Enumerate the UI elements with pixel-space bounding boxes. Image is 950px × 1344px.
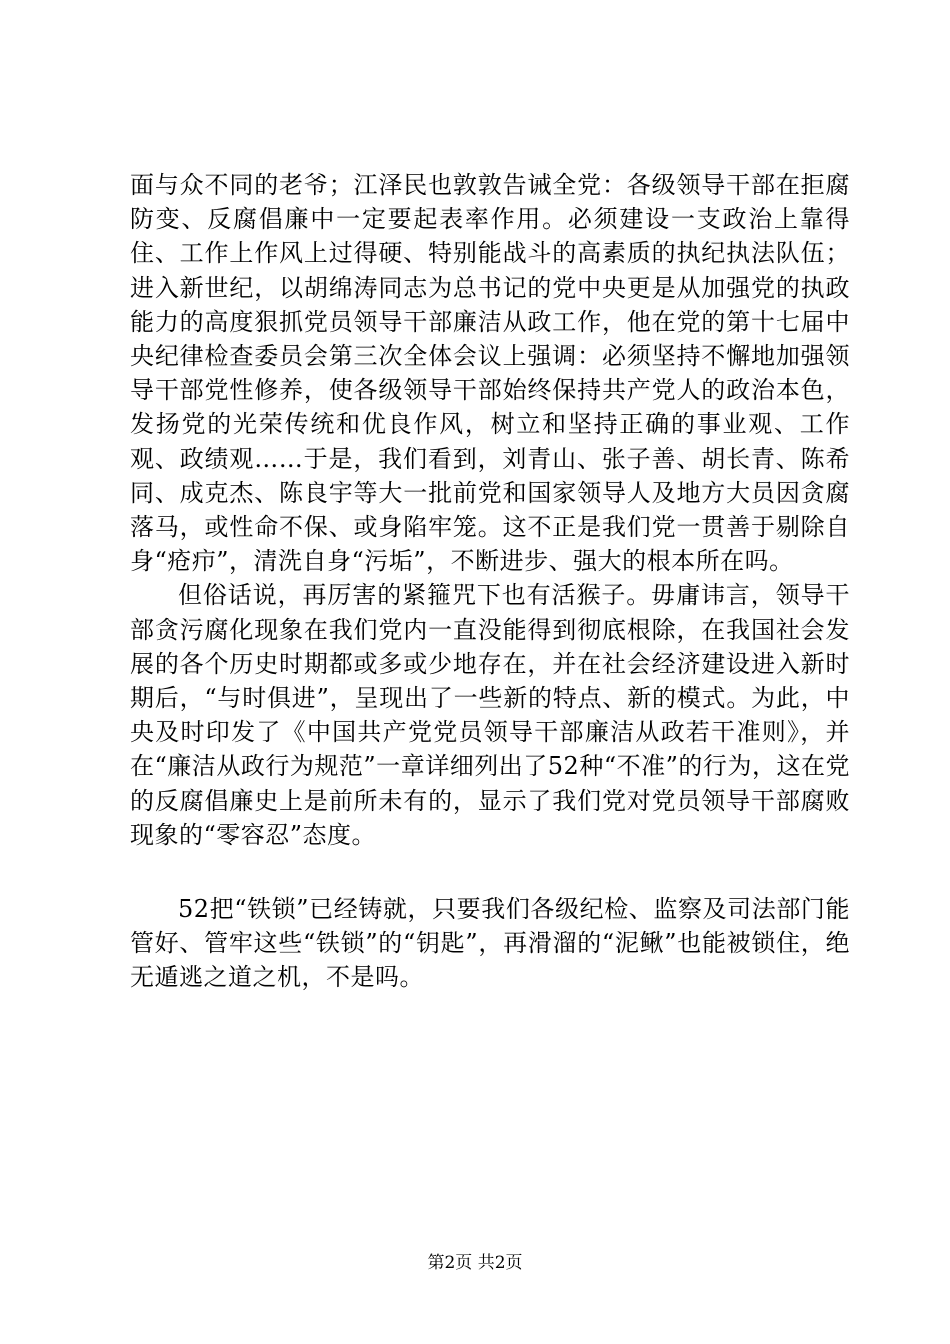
paragraph-continuation: 面与众不同的老爷；江泽民也敦敦告诫全党：各级领导干部在拒腐防变、反腐倡廉中一定要起表率作用。必须建设一支政治上靠得住、工作上作风上过得硬、特别能战斗的高素质的执纪执法队伍；进入新世纪，以胡绵涛同志为总书记的党中央更是从加强党的执政能力的高度狠抓党员领导干部廉洁从政工作，他在党的第十七届中央纪律检查委员会第三次全体会议上强调：必须坚持不懈地加强领导干部党性修养，使各级领导干部始终保持共产党人的政治本色，发扬党的光荣传统和优良作风，树立和坚持正确的事业观、工作观、政绩观……于是，我们看到，刘青山、张子善、胡长青、陈希同、成克杰、陈良宇等大一批前党和国家领导人及地方大员因贪腐落马，或性命不保、或身陷牢笼。这不正是我们党一贯善于剔除自身“疮疖”，清洗自身“污垢”，不断进步、强大的根本所在吗。 xyxy=(130,171,850,576)
paragraph-second: 但俗话说，再厉害的紧箍咒下也有活猴子。毋庸讳言，领导干部贪污腐化现象在我们党内一直没能得到彻底根除，在我国社会发展的各个历史时期都或多或少地存在，并在社会经济建设进入新时期后，“与时俱进”，呈现出了一些新的特点、新的模式。为此，中央及时印发了《中国共产党党员领导干部廉洁从政若干准则》，并在“廉洁从政行为规范”一章详细列出了52种“不准”的行为，这在党的反腐倡廉史上是前所未有的，显示了我们党对党员领导干部腐败现象的“零容忍”态度。 xyxy=(130,581,850,849)
page-number-footer: 第2页 共2页 xyxy=(427,1253,523,1273)
paragraph-conclusion: 52把“铁锁”已经铸就，只要我们各级纪检、监察及司法部门能管好、管牢这些“铁锁”的“钥匙”，再滑溜的“泥鳅”也能被锁住，绝无遁逃之道之机，不是吗。 xyxy=(130,895,850,992)
document-body xyxy=(130,168,850,995)
